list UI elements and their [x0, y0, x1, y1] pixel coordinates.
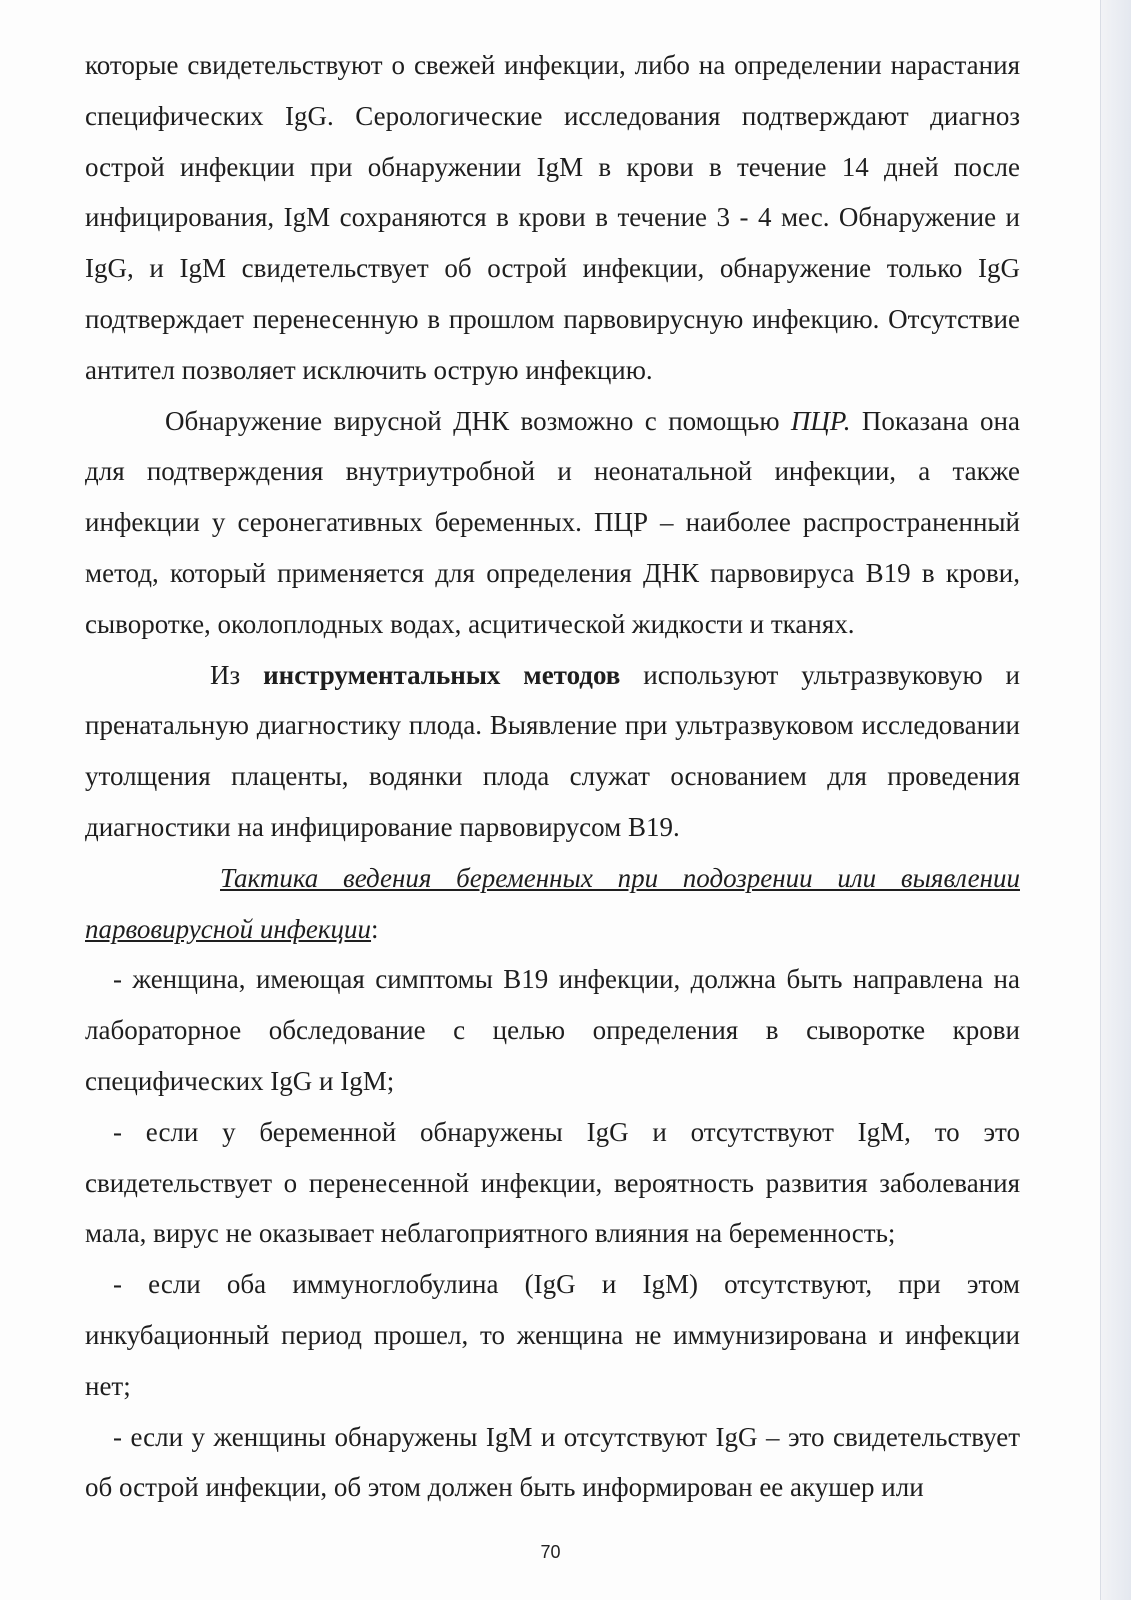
- heading-tactic-text: Тактика ведения беременных при подозрении или выявлении парвовирусной инфекции: [85, 862, 1020, 944]
- list-item: - если у женщины обнаружены IgM и отсутствуют IgG – это свидетельствует об острой инфекции, об этом должен быть информирован ее акушер или: [85, 1421, 1020, 1503]
- paragraph-serology: которые свидетельствуют о свежей инфекции, либо на определении нарастания специфических IgG. Серологические исследования подтверждают диагноз острой инфекции при обнаружении IgM в крови в течение 14 дней после инфицирования, IgM сохраняются в крови в течение 3 - 4 мес. Обнаружение и IgG, и IgM свидетельствует об острой инфекции, обнаружение только IgG подтверждает перенесенную в прошлом парвовирусную инфекцию. Отсутствие антител позволяет исключить острую инфекцию.: [85, 50, 1020, 385]
- list-item: - женщина, имеющая симптомы В19 инфекции, должна быть направлена на лабораторное обследование с целью определения в сыворотке крови специфических IgG и IgM;: [85, 964, 1020, 1096]
- paragraph-pcr: [85, 396, 1020, 650]
- instrumental-term: инструментальных методов: [263, 659, 621, 690]
- list-item: - если оба иммуноглобулина (IgG и IgM) отсутствуют, при этом инкубационный период прошел, то женщина не иммунизирована и инфекции нет;: [85, 1269, 1020, 1401]
- pcr-text-end: Показана она для подтверждения внутриутробной и неонатальной инфекции, а также инфекции у серонегативных беременных. ПЦР – наиболее распространенный метод, который применяется для определения ДНК парвовируса В19 в крови, сыворотке, околоплодных водах, асцитической жидкости и тканях.: [85, 405, 1020, 639]
- pcr-term: ПЦР.: [790, 405, 851, 436]
- pcr-text-start: Обнаружение вирусной ДНК возможно с помощью: [165, 405, 791, 436]
- body-text: [85, 40, 1020, 1513]
- instrumental-text-end: используют ультразвуковую и пренатальную диагностику плода. Выявление при ультразвуковом исследовании утолщения плаценты, водянки плода служат основанием для проведения диагностики на инфицирование парвовирусом В19.: [85, 659, 1020, 842]
- list-item: - если у беременной обнаружены IgG и отсутствуют IgM, то это свидетельствует о перенесенной инфекции, вероятность развития заболевания мала, вирус не оказывает неблагоприятного влияния на беременность;: [85, 1116, 1020, 1249]
- page-edge: [1100, 0, 1131, 1600]
- instrumental-text-start: Из: [210, 659, 264, 690]
- heading-colon: :: [371, 913, 379, 944]
- paragraph-instrumental: [85, 650, 1020, 853]
- section-heading-tactic: [85, 853, 1020, 955]
- page-number: 70: [540, 1542, 561, 1562]
